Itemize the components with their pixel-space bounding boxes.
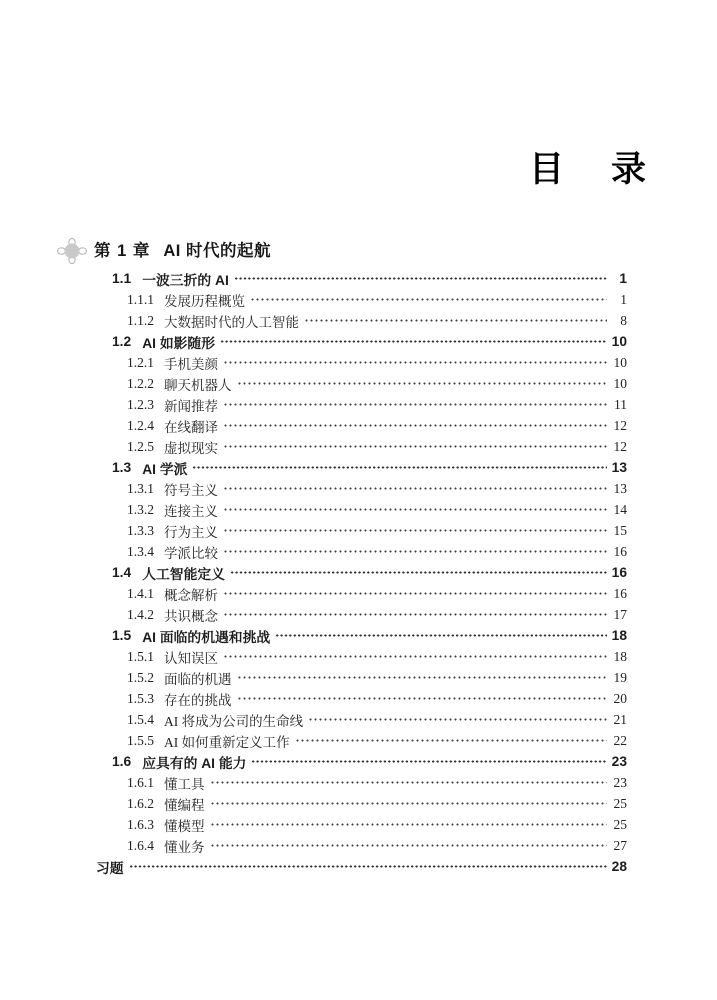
- page-title: 目 录: [528, 150, 652, 189]
- toc-entry-page: 15: [613, 522, 627, 538]
- toc-entry-number: 1.5.4: [127, 711, 154, 727]
- dot-leader: [223, 478, 607, 499]
- toc-entry-number: 1.6: [112, 754, 132, 769]
- toc-entry[interactable]: [112, 457, 627, 478]
- toc-entry-page: 23: [611, 754, 627, 769]
- dot-leader: [223, 583, 607, 604]
- toc-entry[interactable]: [127, 478, 627, 499]
- toc-entry-page: 22: [613, 732, 627, 748]
- toc-entry-number: 1.4.2: [127, 606, 154, 622]
- toc-entry-page: 1: [619, 271, 627, 286]
- toc-entry-page: 27: [613, 837, 627, 853]
- dot-leader: [237, 373, 608, 394]
- toc-entry-number: 1.6.4: [127, 837, 154, 853]
- toc-entry-title: 应具有的 AI 能力: [142, 755, 247, 771]
- toc-entry-title: 懂工具: [164, 776, 205, 792]
- toc-entry-page: 16: [613, 585, 627, 601]
- toc-entry[interactable]: [127, 541, 627, 562]
- toc-entry[interactable]: [127, 520, 627, 541]
- toc-entry[interactable]: [127, 436, 627, 457]
- toc-entry-page: 25: [613, 816, 627, 832]
- dot-leader: [223, 415, 607, 436]
- dot-leader: [237, 667, 608, 688]
- dot-leader: [234, 268, 607, 289]
- toc-entry-page: 16: [611, 565, 627, 580]
- toc-entry[interactable]: [127, 793, 627, 814]
- toc-entry-number: 1.5.2: [127, 669, 154, 685]
- toc-entry-number: 1.5.3: [127, 690, 154, 706]
- toc-entry-page: 21: [613, 711, 627, 727]
- toc-entry[interactable]: [96, 856, 627, 877]
- dot-leader: [223, 394, 607, 415]
- toc-entry-title: 面临的机遇: [164, 671, 232, 687]
- toc-entry-title: 新闻推荐: [164, 398, 218, 414]
- toc-entry-title: 懂编程: [164, 797, 205, 813]
- toc-entry-number: 1.1.2: [127, 312, 154, 328]
- toc-entry-title: 手机美颜: [164, 356, 218, 372]
- toc-entry[interactable]: [127, 835, 627, 856]
- toc-entry[interactable]: [127, 730, 627, 751]
- toc-entry[interactable]: [127, 352, 627, 373]
- toc-entry-title: 学派比较: [164, 545, 218, 561]
- toc-entry-title: 大数据时代的人工智能: [164, 314, 299, 330]
- toc-entry-page: 1: [620, 291, 627, 307]
- toc-entry-page: 13: [611, 460, 627, 475]
- toc-entry-title: 在线翻译: [164, 419, 218, 435]
- toc-entry[interactable]: [127, 394, 627, 415]
- toc-entry-number: 1.5.1: [127, 648, 154, 664]
- toc-entry-title: 虚拟现实: [164, 440, 218, 456]
- toc-entry-page: 18: [611, 628, 627, 643]
- toc-entry[interactable]: [127, 310, 627, 331]
- toc-entry-number: 1.6.1: [127, 774, 154, 790]
- toc-entry[interactable]: [127, 688, 627, 709]
- toc-entry-title: 认知误区: [164, 650, 218, 666]
- toc-entry-page: 28: [611, 859, 627, 874]
- toc-entry[interactable]: [127, 499, 627, 520]
- chapter-heading[interactable]: [57, 238, 271, 264]
- dot-leader: [210, 793, 608, 814]
- toc-entry-number: 1.4.1: [127, 585, 154, 601]
- dot-leader: [295, 730, 607, 751]
- dot-leader: [223, 604, 607, 625]
- toc-entry-title: 人工智能定义: [142, 566, 225, 582]
- toc-entry-number: 1.3.1: [127, 480, 154, 496]
- dot-leader: [223, 499, 607, 520]
- toc-entry-number: 1.5: [112, 628, 132, 643]
- toc-entry[interactable]: [127, 814, 627, 835]
- toc-entry-title: 习题: [96, 860, 124, 876]
- dot-leader: [210, 835, 608, 856]
- toc-entry-number: 1.2.1: [127, 354, 154, 370]
- toc-entry-page: 12: [613, 417, 627, 433]
- toc-entry-title: 发展历程概览: [164, 293, 245, 309]
- toc-entry-title: 连接主义: [164, 503, 218, 519]
- toc-entry-number: 1.3.4: [127, 543, 154, 559]
- toc-entry-number: 1.5.5: [127, 732, 154, 748]
- toc-entry-number: 1.2.4: [127, 417, 154, 433]
- dot-leader: [308, 709, 607, 730]
- toc-entry[interactable]: [112, 751, 627, 772]
- chapter-title: AI 时代的起航: [163, 242, 271, 260]
- toc-entry-page: 10: [613, 354, 627, 370]
- toc-entry-page: 11: [614, 396, 627, 412]
- toc-entry-number: 1.1.1: [127, 291, 154, 307]
- dot-leader: [223, 520, 607, 541]
- toc-entry-page: 10: [611, 334, 627, 349]
- toc-entry-number: 1.3.2: [127, 501, 154, 517]
- toc-entry-title: 符号主义: [164, 482, 218, 498]
- toc-entry[interactable]: [127, 667, 627, 688]
- toc-entry-title: 聊天机器人: [164, 377, 232, 393]
- dot-leader: [210, 814, 608, 835]
- dot-leader: [192, 457, 607, 478]
- toc-entry-title: AI 面临的机遇和挑战: [142, 629, 271, 645]
- toc-entry-title: 概念解析: [164, 587, 218, 603]
- chapter-number: 第 1 章: [94, 242, 151, 260]
- toc-entry[interactable]: [112, 562, 627, 583]
- dot-leader: [129, 856, 607, 877]
- toc-entry-number: 1.6.2: [127, 795, 154, 811]
- toc-entry-title: AI 将成为公司的生命线: [164, 713, 304, 729]
- toc-entry[interactable]: [112, 331, 627, 352]
- toc-entry-page: 16: [613, 543, 627, 559]
- toc-entry-page: 19: [613, 669, 627, 685]
- toc-entry-title: AI 如何重新定义工作: [164, 734, 290, 750]
- toc-entry-title: AI 学派: [142, 461, 188, 477]
- toc-entry-page: 14: [613, 501, 627, 517]
- toc-entry-number: 1.2.2: [127, 375, 154, 391]
- toc-entry-title: 行为主义: [164, 524, 218, 540]
- toc-entry-page: 10: [613, 375, 627, 391]
- dot-leader: [230, 562, 607, 583]
- toc-entry-title: AI 如影随形: [142, 335, 216, 351]
- compass-flower-icon: [57, 238, 87, 264]
- toc-entry-number: 1.2: [112, 334, 132, 349]
- toc-entry-number: 1.1: [112, 271, 132, 286]
- dot-leader: [304, 310, 607, 331]
- toc-entry[interactable]: [127, 289, 627, 310]
- toc-entry-page: 23: [613, 774, 627, 790]
- toc-entry-page: 13: [613, 480, 627, 496]
- toc-entry-page: 12: [613, 438, 627, 454]
- toc-entry[interactable]: [112, 268, 627, 289]
- toc-entry-page: 20: [613, 690, 627, 706]
- toc-entry[interactable]: [127, 373, 627, 394]
- dot-leader: [275, 625, 607, 646]
- dot-leader: [210, 772, 608, 793]
- toc-entry-page: 18: [613, 648, 627, 664]
- toc-entry[interactable]: [127, 646, 627, 667]
- toc-entry-number: 1.6.3: [127, 816, 154, 832]
- dot-leader: [251, 751, 607, 772]
- toc-entry-title: 存在的挑战: [164, 692, 232, 708]
- toc-entry[interactable]: [127, 415, 627, 436]
- toc-entry-number: 1.3.3: [127, 522, 154, 538]
- dot-leader: [223, 352, 607, 373]
- toc-entry-number: 1.2.5: [127, 438, 154, 454]
- toc-entry[interactable]: [127, 709, 627, 730]
- dot-leader: [223, 541, 607, 562]
- toc-entry-page: 8: [620, 312, 627, 328]
- toc-entry-number: 1.4: [112, 565, 132, 580]
- toc-entry[interactable]: [127, 583, 627, 604]
- dot-leader: [223, 646, 607, 667]
- toc-entry[interactable]: [127, 604, 627, 625]
- toc-entry[interactable]: [112, 625, 627, 646]
- toc-entry-page: 25: [613, 795, 627, 811]
- dot-leader: [220, 331, 607, 352]
- toc-entry-title: 共识概念: [164, 608, 218, 624]
- toc-entry-number: 1.3: [112, 460, 132, 475]
- toc-entry[interactable]: [127, 772, 627, 793]
- dot-leader: [237, 688, 608, 709]
- toc-entry-title: 懂模型: [164, 818, 205, 834]
- toc-entry-page: 17: [613, 606, 627, 622]
- dot-leader: [250, 289, 607, 310]
- toc-entry-title: 一波三折的 AI: [142, 272, 229, 288]
- toc-list: [0, 268, 627, 877]
- toc-entry-number: 1.2.3: [127, 396, 154, 412]
- dot-leader: [223, 436, 607, 457]
- toc-entry-title: 懂业务: [164, 839, 205, 855]
